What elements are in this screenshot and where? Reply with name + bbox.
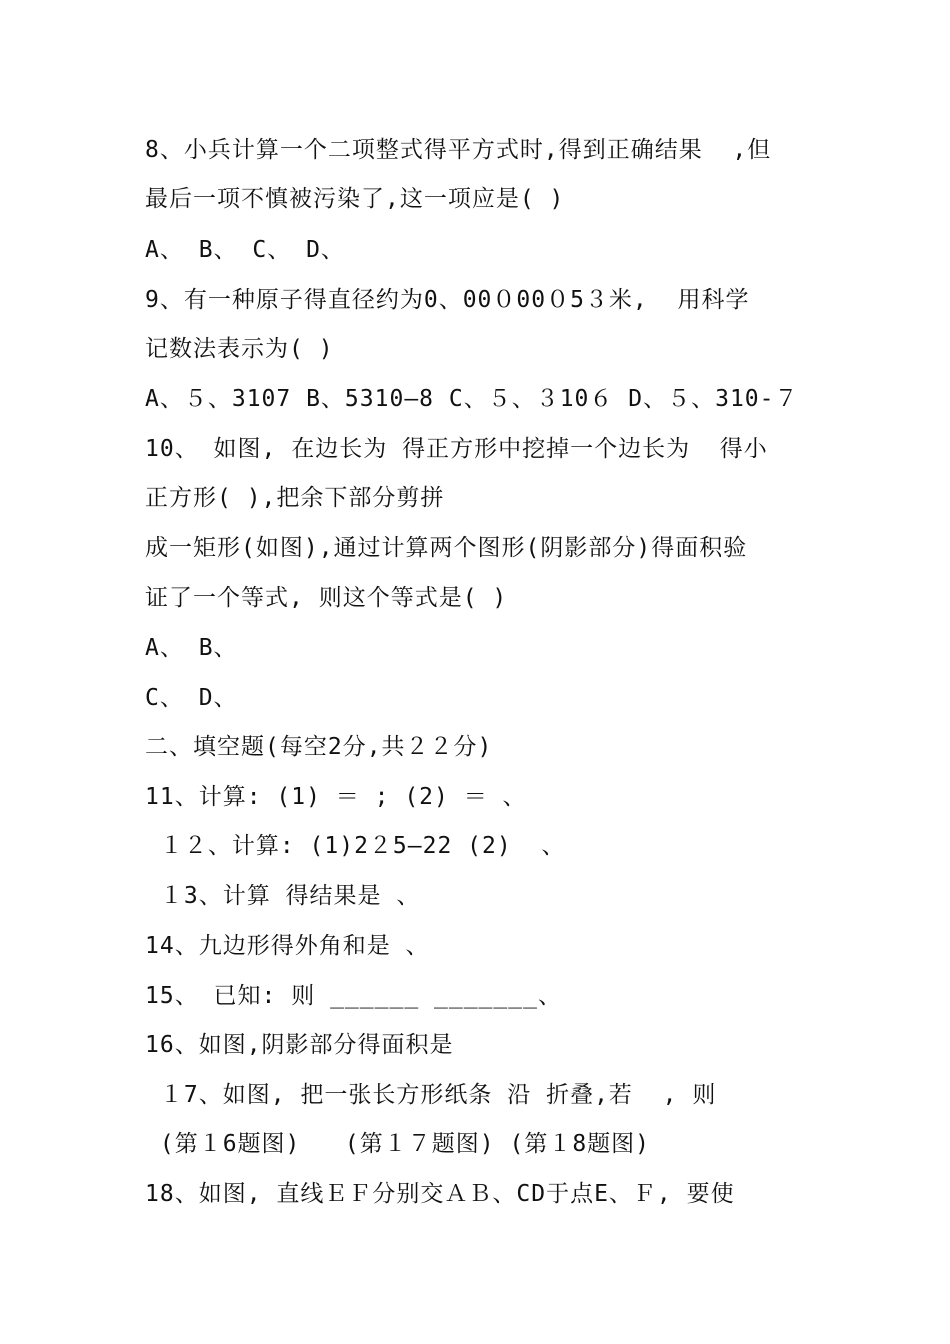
q15-line: 15、 已知: 则 ______ _______、	[145, 983, 562, 1009]
q9-line-1: 9、有一种原子得直径约为0、00０00０5３米, 用科学	[145, 287, 750, 313]
figure-captions: (第１6题图) (第１７题图) (第１8题图)	[145, 1131, 651, 1157]
q10-line-4: 证了一个等式, 则这个等式是( )	[145, 585, 508, 611]
q17-line: １7、如图, 把一张长方形纸条 沿 折叠,若 , 则	[145, 1082, 717, 1108]
q10-options-1: A、 B、	[145, 635, 238, 661]
q12-line: １２、计算: (1)2２5—22 (2) 、	[145, 833, 566, 859]
q10-line-2: 正方形( ),把余下部分剪拼	[145, 485, 445, 511]
q8-line-2: 最后一项不慎被污染了,这一项应是( )	[145, 186, 565, 212]
q18-line: 18、如图, 直线ＥＦ分别交ＡＢ、CD于点E、Ｆ, 要使	[145, 1181, 735, 1207]
section-heading-fill-blank: 二、填空题(每空2分,共２２分)	[145, 734, 493, 760]
q9-line-2: 记数法表示为( )	[145, 336, 334, 362]
q10-options-2: C、 D、	[145, 685, 238, 711]
q13-line: １3、计算 得结果是 、	[145, 883, 421, 909]
q11-line: 11、计算: (1) ＝ ; (2) ＝ 、	[145, 784, 527, 810]
q10-line-1: 10、 如图, 在边长为 得正方形中挖掉一个边长为 得小	[145, 436, 768, 462]
q9-options: A、５、3107 B、5310—8 C、５、３10６ D、５、310-７	[145, 386, 799, 412]
q10-line-3: 成一矩形(如图),通过计算两个图形(阴影部分)得面积验	[145, 535, 748, 561]
q16-line: 16、如图,阴影部分得面积是	[145, 1032, 454, 1058]
q14-line: 14、九边形得外角和是 、	[145, 933, 430, 959]
q8-options: A、 B、 C、 D、	[145, 237, 345, 263]
q8-line-1: 8、小兵计算一个二项整式得平方式时,得到正确结果 ,但	[145, 137, 772, 163]
